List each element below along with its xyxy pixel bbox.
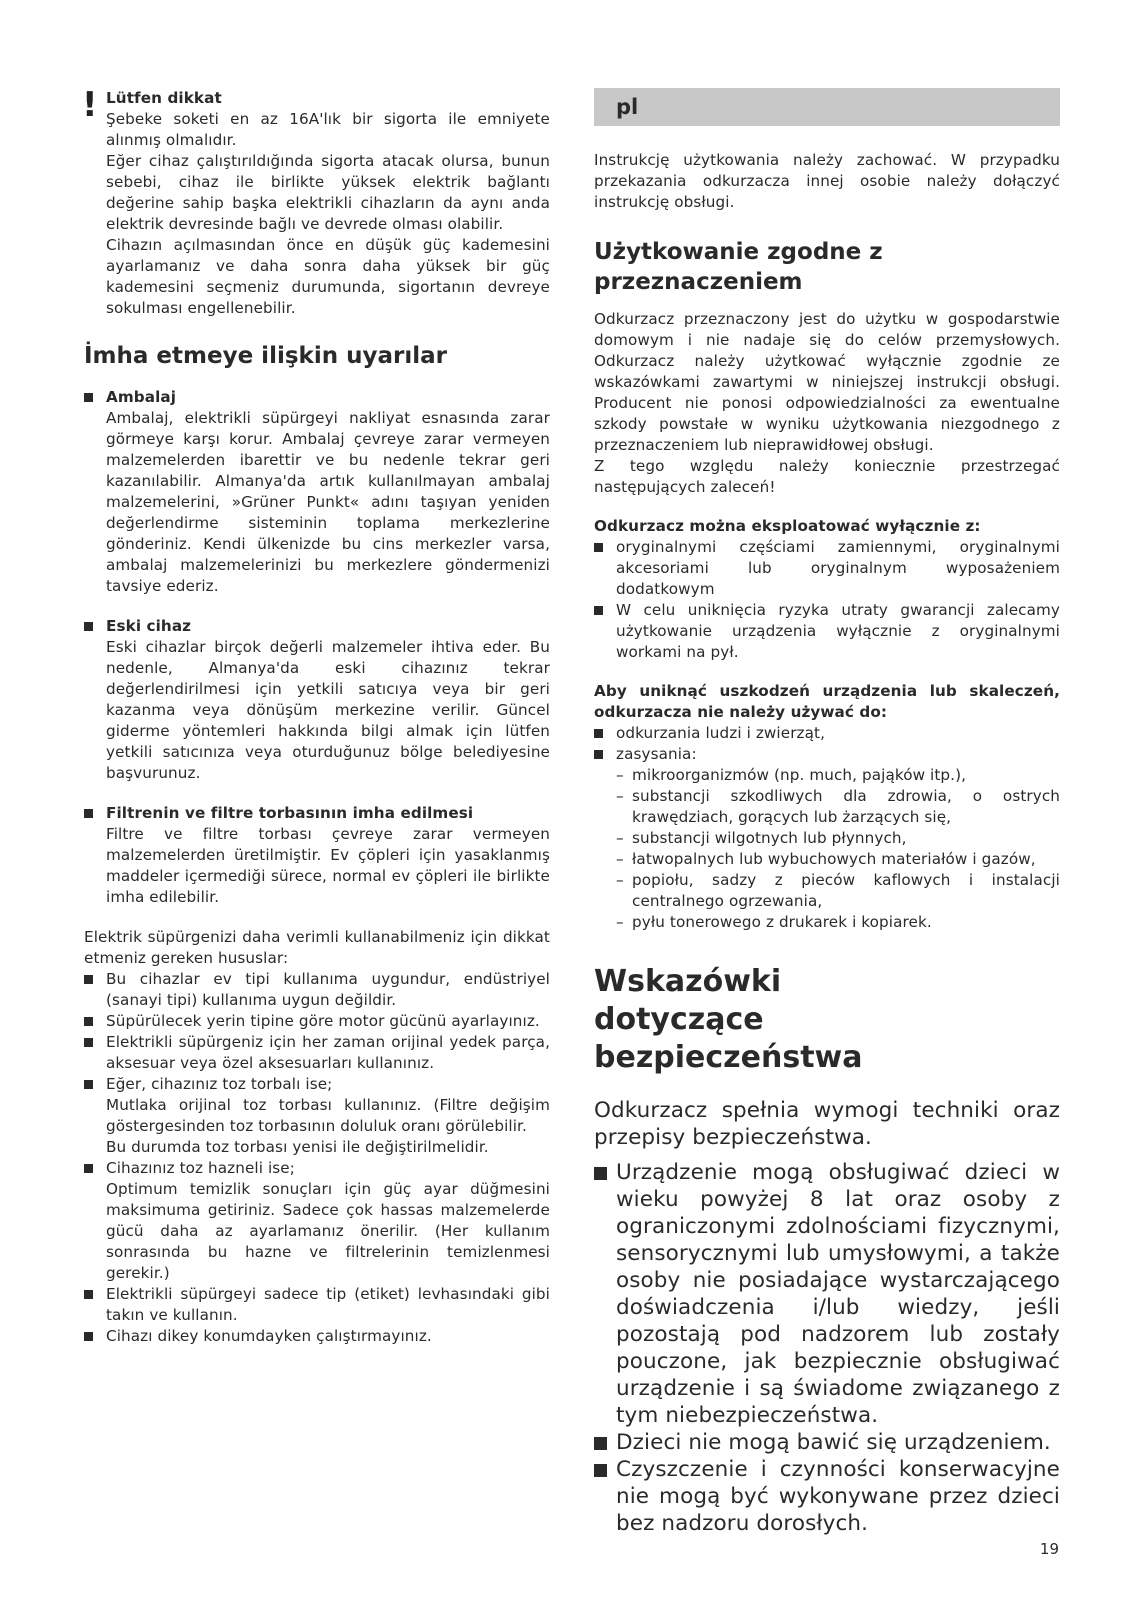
safety-item-text: Czyszczenie i czynności konserwacyjne nie mogą być wykonywane przez dzieci bez nadzoru dorosłych.	[616, 1457, 1060, 1536]
only-item	[594, 600, 1060, 663]
bullet-square-icon	[84, 1038, 93, 1047]
bullet-square-icon	[84, 809, 93, 818]
bullet-square-icon	[594, 750, 603, 759]
bullet-square-icon	[594, 1464, 607, 1477]
safety-item-text: Urządzenie mogą obsługiwać dzieci w wieku powyżej 8 lat oraz osoby z ograniczonymi zdolnościami fizycznymi, sensorycznymi lub umysłowymi, a także osoby nie posiadające wystarczającego doświadczenia i/lub wiedzy, jeśli pozostają pod nadzorem lub zostały pouczone, jak bezpiecznie obsługiwać urządzenie i są świadome związanego z tym niebezpieczeństwa.	[616, 1160, 1060, 1428]
avoid-subitem-text: substancji szkodliwych dla zdrowia, o ostrych krawędziach, gorących lub żarzących się,	[632, 787, 1060, 826]
avoid-item	[594, 744, 1060, 765]
left-column	[82, 85, 550, 1347]
dash-marker: –	[616, 766, 624, 784]
bullet-square-icon	[594, 729, 603, 738]
only-item-text: W celu uniknięcia ryzyka utraty gwarancji zalecamy użytkowanie urządzenia wyłącznie z oryginalnymi workami na pył.	[616, 601, 1060, 661]
disposal-item-title: Filtrenin ve filtre torbasının imha edilmesi	[106, 804, 474, 822]
bullet-square-icon	[84, 975, 93, 984]
disposal-item-text: Eski cihazlar birçok değerli malzemeler ihtiva eder. Bu nedenle, Almanya'da eski cihazınız tekrar değerlendirilmesi için yetkili satıcıya veya bir geri kazanma veya dönüşüm merkezine verilir. Güncel giderme yöntemleri hakkında bilgi almak için lütfen yetkili satıcınıza veya oturduğunuz bölge belediyesine başvurunuz.	[106, 638, 550, 782]
use-paragraph: Z tego względu należy koniecznie przestrzegać następujących zaleceń!	[594, 457, 1060, 496]
tip-item	[84, 1284, 550, 1326]
avoid-subitem	[594, 870, 1060, 912]
tip-text: Eğer, cihazınız toz torbalı ise; Mutlaka orijinal toz torbası kullanınız. (Filtre değişim göstergesinden toz torbasının doluluk oranı görülebilir. Bu durumda toz torbası yenisi ile değiştirilmelidir.	[106, 1075, 550, 1156]
only-item-text: oryginalnymi częściami zamiennymi, oryginalnymi akcesoriami lub oryginalnym wyposażeniem dodatkowym	[616, 538, 1060, 598]
tip-text: Cihazı dikey konumdayken çalıştırmayınız.	[106, 1327, 432, 1345]
dash-marker: –	[616, 871, 624, 889]
bullet-square-icon	[84, 1164, 93, 1173]
avoid-item-text: zasysania:	[616, 745, 697, 763]
avoid-item-text: odkurzania ludzi i zwierząt,	[616, 724, 826, 742]
notice-paragraph: Cihazın açılmasından önce en düşük güç kademesini ayarlamanız ve daha sonra daha yüksek bir güç kademesini seçmeniz durumunda, sigortanın devreye sokulması engellenebilir.	[106, 236, 550, 317]
avoid-subitem	[594, 765, 1060, 786]
disposal-heading: İmha etmeye ilişkin uyarılar	[84, 343, 447, 369]
disposal-item-text: Filtre ve filtre torbası çevreye zarar vermeyen malzemelerden üretilmiştir. Ev çöpleri için yasaklanmış maddeler içermediği sürece, normal ev çöpleri ile birlikte imha edilebilir.	[106, 825, 550, 906]
tip-item	[84, 1158, 550, 1284]
tip-text: Süpürülecek yerin tipine göre motor gücünü ayarlayınız.	[106, 1012, 540, 1030]
notice-paragraph: Eğer cihaz çalıştırıldığında sigorta atacak olursa, bunun sebebi, cihaz ile birlikte yüksek elektrik bağlantı değerine sahip başka elektrikli cihazların da aynı anda elektrik devresinde bağlı ve devrede olması olabilir.	[106, 152, 550, 233]
avoid-subitem-text: mikroorganizmów (np. much, pająków itp.),	[632, 766, 967, 784]
disposal-item-text: Ambalaj, elektrikli süpürgeyi nakliyat esnasında zarar görmeye karşı korur. Ambalaj çevreye zarar vermeyen malzemelerden ibarettir ve bu nedenle tekrar geri kazanılabilir. Almanya'da artık kullanılmayan ambalaj malzemelerini, »Grüner Punkt« adını taşıyan yeniden değerlendirme sisteminin toplama merkezlerine gönderiniz. Kendi ülkenizde bu cins merkezler varsa, ambalaj malzemelerinizi bu merkezlere göndermenizi tavsiye ederiz.	[106, 409, 550, 595]
safety-intro: Odkurzacz spełnia wymogi techniki oraz przepisy bezpieczeństwa.	[594, 1098, 1060, 1150]
only-heading: Odkurzacz można eksploatować wyłącznie z:	[594, 517, 981, 535]
safety-item-text: Dzieci nie mogą bawić się urządzeniem.	[616, 1430, 1051, 1455]
disposal-item-title: Eski cihaz	[106, 617, 192, 635]
bullet-square-icon	[84, 622, 93, 631]
intro-paragraph: Instrukcję użytkowania należy zachować. W przypadku przekazania odkurzacza innej osobie należy dołączyć instrukcję obsługi.	[594, 151, 1060, 211]
notice-title: Lütfen dikkat	[106, 89, 222, 107]
tip-item	[84, 1032, 550, 1074]
exclamation-icon: !	[82, 85, 98, 125]
right-column	[594, 88, 1060, 1537]
tip-text: Elektrikli süpürgeyi sadece tip (etiket) levhasındaki gibi takın ve kullanın.	[106, 1285, 550, 1324]
dash-marker: –	[616, 913, 624, 931]
safety-section	[594, 1097, 1060, 1537]
tip-item	[84, 1011, 550, 1032]
bullet-square-icon	[594, 1167, 607, 1180]
tip-item	[84, 1326, 550, 1347]
bullet-square-icon	[594, 606, 603, 615]
avoid-subitem-text: popiołu, sadzy z pieców kaflowych i instalacji centralnego ogrzewania,	[632, 871, 1060, 910]
avoid-subitem	[594, 849, 1060, 870]
language-bar: pl	[594, 88, 1060, 126]
bullet-square-icon	[84, 393, 93, 402]
tips-intro: Elektrik süpürgenizi daha verimli kullanabilmeniz için dikkat etmeniz gereken hususlar:	[84, 928, 550, 967]
tip-item	[84, 969, 550, 1011]
dash-marker: –	[616, 850, 624, 868]
safety-item	[594, 1159, 1060, 1429]
dash-marker: –	[616, 829, 624, 847]
bullet-square-icon	[594, 543, 603, 552]
disposal-item-title: Ambalaj	[106, 388, 177, 406]
bullet-square-icon	[84, 1290, 93, 1299]
bullet-square-icon	[84, 1017, 93, 1026]
notice-block	[82, 85, 550, 319]
use-heading: Użytkowanie zgodne z przeznaczeniem	[594, 239, 883, 295]
tip-item	[84, 1074, 550, 1158]
notice-paragraph: Şebeke soketi en az 16A'lık bir sigorta ile emniyete alınmış olmalıdır.	[106, 110, 550, 149]
disposal-item	[84, 803, 550, 908]
use-paragraph: Odkurzacz przeznaczony jest do użytku w gospodarstwie domowym i nie nadaje się do celów przemysłowych. Odkurzacz należy użytkować wyłącznie zgodnie ze wskazówkami zawartymi w niniejszej instrukcji obsługi. Producent nie ponosi odpowiedzialności za ewentualne szkody powstałe w wyniku użytkowania niezgodnego z przeznaczeniem lub nieprawidłowej obsługi.	[594, 310, 1060, 454]
safety-item	[594, 1456, 1060, 1537]
avoid-subitem-text: substancji wilgotnych lub płynnych,	[632, 829, 907, 847]
tip-text: Bu cihazlar ev tipi kullanıma uygundur, endüstriyel (sanayi tipi) kullanıma uygun değildir.	[106, 970, 550, 1009]
disposal-item	[84, 616, 550, 784]
tip-text: Elektrikli süpürgeniz için her zaman orijinal yedek parça, aksesuar veya özel aksesuarları kullanınız.	[106, 1033, 550, 1072]
avoid-subitem-text: łatwopalnych lub wybuchowych materiałów i gazów,	[632, 850, 1036, 868]
page-number: 19	[1039, 1540, 1059, 1558]
dash-marker: –	[616, 787, 624, 805]
bullet-square-icon	[84, 1332, 93, 1341]
bullet-square-icon	[84, 1080, 93, 1089]
safety-item	[594, 1429, 1060, 1456]
avoid-subitem	[594, 828, 1060, 849]
avoid-subitem-text: pyłu tonerowego z drukarek i kopiarek.	[632, 913, 932, 931]
tip-text: Cihazınız toz hazneli ise; Optimum temizlik sonuçları için güç ayar düğmesini maksimuma getiriniz. Sadece çok hassas malzemelerde gücü daha az ayarlamanız önerilir. (Her kullanım sonrasında bu hazne ve filtrelerinin temizlenmesi gerekir.)	[106, 1159, 550, 1282]
avoid-item	[594, 723, 1060, 744]
only-item	[594, 537, 1060, 600]
bullet-square-icon	[594, 1437, 607, 1450]
avoid-heading: Aby uniknąć uszkodzeń urządzenia lub skaleczeń, odkurzacza nie należy używać do:	[594, 682, 1060, 721]
avoid-subitem	[594, 786, 1060, 828]
safety-heading: Wskazówki dotyczące bezpieczeństwa	[594, 964, 863, 1075]
disposal-item	[84, 387, 550, 597]
avoid-subitem	[594, 912, 1060, 933]
